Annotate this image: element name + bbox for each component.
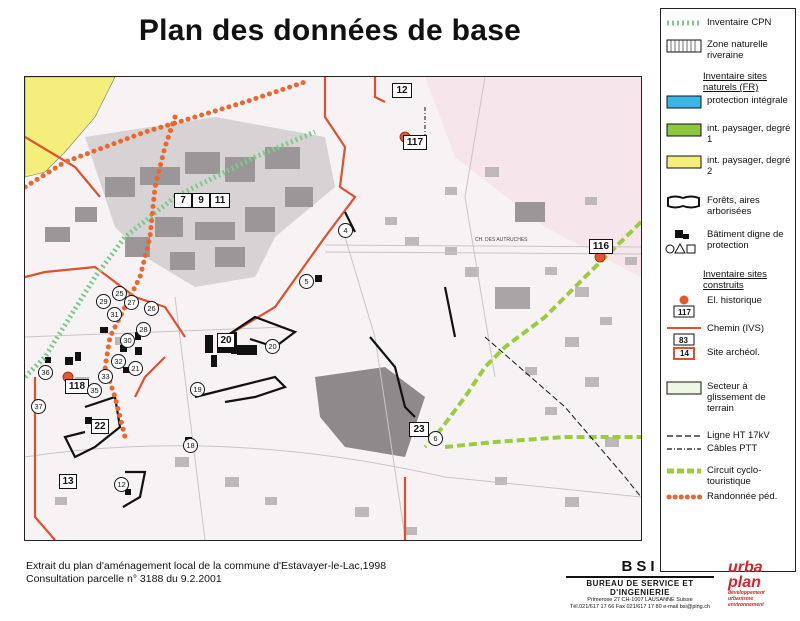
map-tag: 13 (59, 474, 77, 489)
map-tag: 11 (210, 193, 230, 208)
randonnee-line-icon (665, 491, 703, 505)
urbaplan-logo: urba plan développement urbanisme environnement (728, 559, 765, 608)
map-circle-label: 4 (338, 223, 353, 238)
map-legend: Inventaire CPN Zone naturelle riveraine Inventaire sites naturels (FR) protection intégrale int. paysager, degré 1 int. paysager, degré 2 Forêts, aires arborisées Bâtiment digne de protection Inventaire sites construits 117 El. historique 83 Chemin (IVS) 14 Site archéol. Secteur à glissement de terrain Ligne HT 17kV Câbles PTT Circuit cyclo-touristique Randonnée péd. (660, 8, 796, 572)
map-title: Plan des données de base (138, 14, 522, 47)
street-label: CH. DES AUTRUCHES (475, 237, 528, 243)
map-circle-label: 21 (128, 361, 143, 376)
map-circle-label: 30 (120, 333, 135, 348)
map-tag: 117 (403, 135, 427, 150)
hatched-zone-icon (665, 39, 703, 53)
map-tag: 12 (392, 83, 412, 98)
footer-line-2: Consultation parcelle n° 3188 du 9.2.2001 (26, 573, 222, 585)
map-tag: 22 (91, 419, 109, 434)
map-circle-label: 25 (112, 286, 127, 301)
map-tag: 20 (217, 333, 235, 348)
footer-line-1: Extrait du plan d'aménagement local de la commune d'Estavayer-le-Lac,1998 (26, 560, 387, 572)
map-circle-label: 37 (31, 399, 46, 414)
blue-swatch-icon (665, 95, 703, 109)
footer-caption (26, 560, 386, 586)
map-circle-label: 18 (183, 438, 198, 453)
map-circle-label: 20 (265, 339, 280, 354)
yellow-swatch-icon (665, 155, 703, 169)
map-circle-label: 29 (96, 294, 111, 309)
map-circle-label: 26 (144, 301, 159, 316)
legend-heading-sites-naturels: Inventaire sites naturels (FR) (703, 71, 767, 93)
cpn-line-icon (665, 16, 703, 30)
building-icon (665, 229, 703, 255)
map-circle-label: 35 (87, 383, 102, 398)
map-circle-label: 28 (136, 322, 151, 337)
map-circle-label: 12 (114, 477, 129, 492)
pale-swatch-icon (665, 381, 703, 395)
bsi-logo: BSI BUREAU DE SERVICE ET D'INGENIERIE Primerose 27 CH-1007 LAUSANNE Suisse Tél.021/617 17 66 Fax 021/617 17 80 e-mail bsi@ping.ch (560, 558, 720, 611)
forest-outline-icon (665, 195, 703, 209)
legend-heading-sites-construits: Inventaire sites construits (703, 269, 767, 291)
map-circle-label: 27 (124, 295, 139, 310)
dashdot-line-icon (665, 443, 703, 457)
map-canvas[interactable] (24, 76, 642, 541)
map-circle-label: 31 (107, 307, 122, 322)
map-circle-label: 32 (111, 354, 126, 369)
map-tag: 116 (589, 239, 613, 254)
map-circle-label: 33 (98, 369, 113, 384)
dashed-line-icon (665, 430, 703, 444)
map-tag: 118 (65, 379, 89, 394)
green-swatch-icon (665, 123, 703, 137)
cyclo-line-icon (665, 465, 703, 479)
map-circle-label: 5 (299, 274, 314, 289)
map-tag: 7 (174, 193, 192, 208)
map-circle-label: 19 (190, 382, 205, 397)
map-tag: 23 (409, 422, 429, 437)
map-circle-label: 6 (428, 431, 443, 446)
map-tag: 9 (192, 193, 210, 208)
map-circle-label: 36 (38, 365, 53, 380)
